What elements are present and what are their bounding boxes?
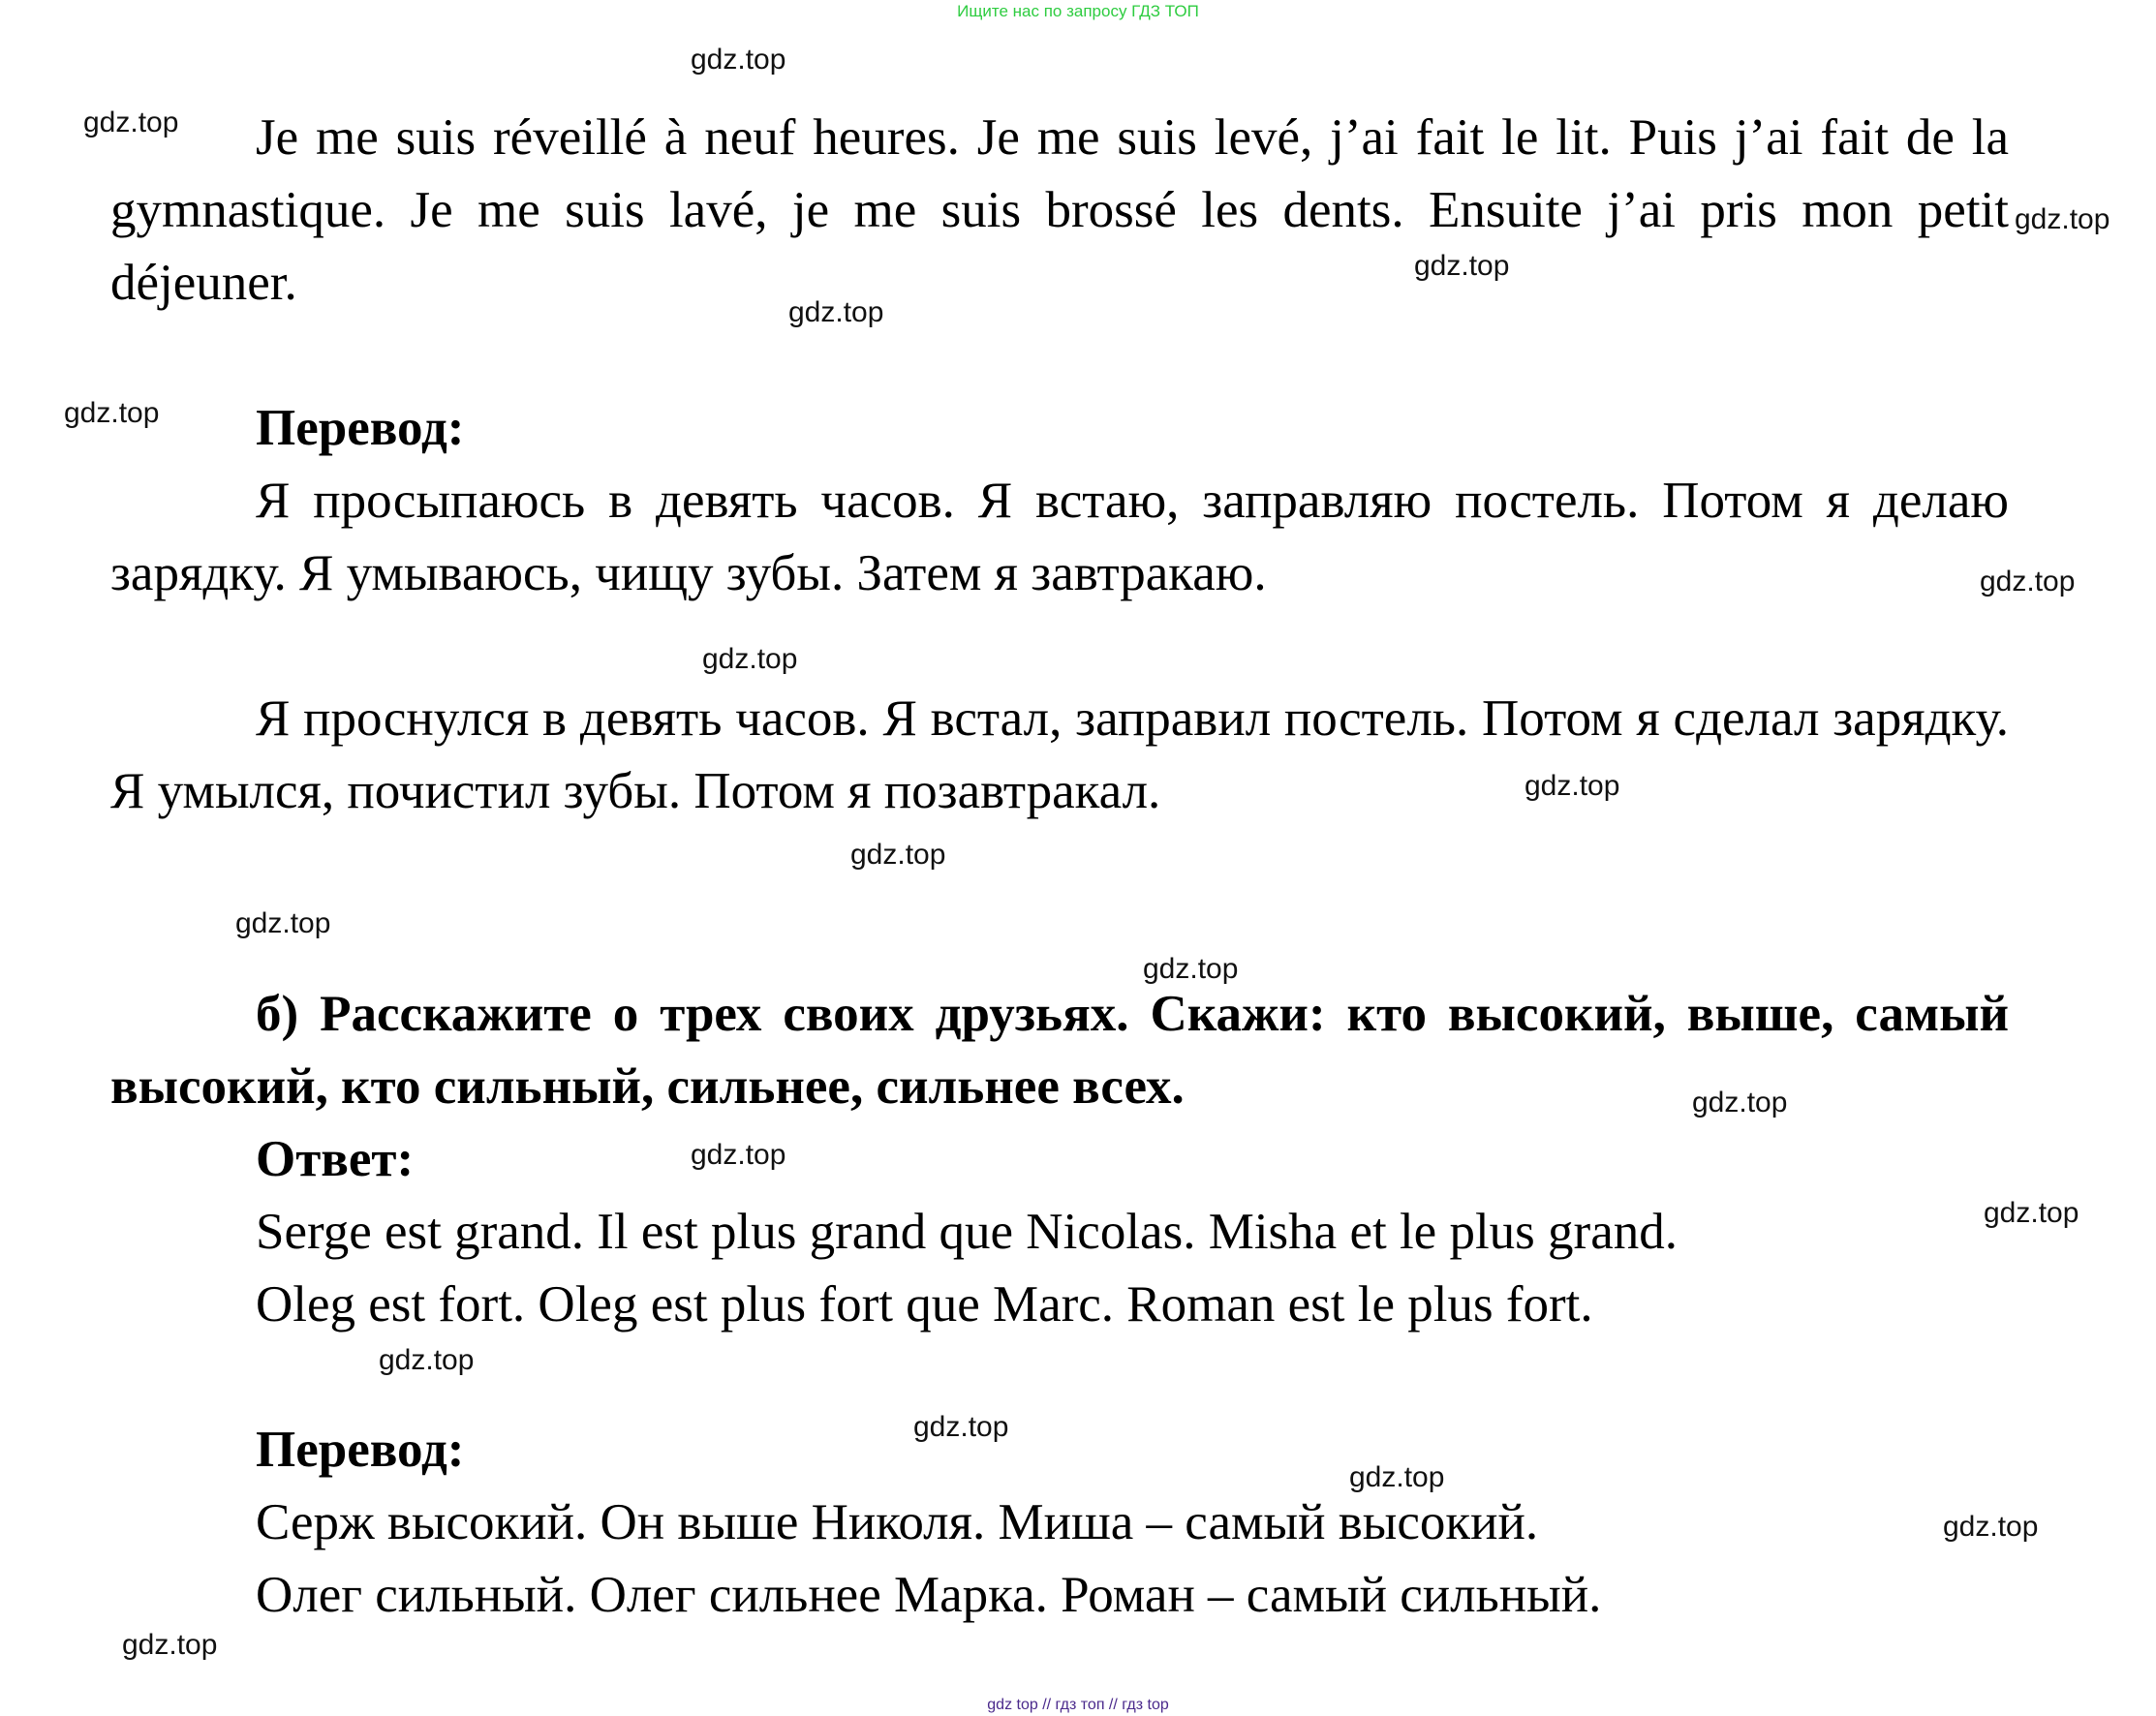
- watermark: gdz.top: [1980, 566, 2076, 598]
- footer-links[interactable]: gdz top // гдз топ // гдз top: [987, 1697, 1169, 1713]
- watermark: gdz.top: [64, 397, 160, 429]
- watermark: gdz.top: [691, 1139, 786, 1171]
- watermark: gdz.top: [1525, 770, 1620, 802]
- watermark: gdz.top: [850, 839, 946, 871]
- watermark: gdz.top: [235, 907, 331, 939]
- watermark: gdz.top: [1943, 1511, 2039, 1543]
- task-b-paragraph: б) Расскажите о трех своих друзьях. Скажи: кто высокий, выше, самый высокий, кто сильный, сильнее, сильнее всех.: [110, 986, 2009, 1115]
- watermark: gdz.top: [379, 1344, 475, 1376]
- translation-answer-line-2: Олег сильный. Олег сильнее Марка. Роман – самый сильный.: [256, 1567, 1602, 1623]
- watermark: gdz.top: [1349, 1461, 1445, 1493]
- watermark: gdz.top: [122, 1629, 218, 1661]
- answer-line-1: Serge est grand. Il est plus grand que Nicolas. Misha et le plus grand.: [256, 1204, 1678, 1260]
- translation-present-paragraph: Я просыпаюсь в девять часов. Я встаю, заправляю постель. Потом я делаю зарядку. Я умываюсь, чищу зубы. Затем я завтракаю.: [110, 473, 2009, 601]
- answer-heading: Ответ:: [256, 1131, 415, 1187]
- watermark: gdz.top: [83, 107, 179, 138]
- top-banner[interactable]: Ищите нас по запросу ГДЗ ТОП: [957, 2, 1199, 20]
- translation-heading-1: Перевод:: [256, 400, 465, 456]
- watermark: gdz.top: [1984, 1197, 2079, 1229]
- answer-line-2: Oleg est fort. Oleg est plus fort que Marc. Roman est le plus fort.: [256, 1276, 1593, 1333]
- translation-heading-2: Перевод:: [256, 1422, 465, 1478]
- translation-past-paragraph: Я проснулся в девять часов. Я встал, заправил постель. Потом я сделал зарядку. Я умылся, почистил зубы. Потом я позавтракал.: [110, 690, 2009, 819]
- watermark: gdz.top: [913, 1411, 1009, 1443]
- watermark: gdz.top: [691, 44, 786, 76]
- watermark: gdz.top: [702, 643, 798, 675]
- translation-answer-line-1: Серж высокий. Он выше Николя. Миша – самый высокий.: [256, 1494, 1539, 1550]
- watermark: gdz.top: [1143, 953, 1239, 985]
- watermark: gdz.top: [788, 296, 884, 328]
- watermark: gdz.top: [2015, 203, 2110, 235]
- watermark: gdz.top: [1414, 250, 1510, 282]
- french-story-paragraph: Je me suis réveillé à neuf heures. Je me suis levé, j’ai fait le lit. Puis j’ai fait de la gymnastique. Je me suis lavé, je me suis brossé les dents. Ensuite j’ai pris mon petit déjeuner.: [110, 109, 2009, 311]
- watermark: gdz.top: [1692, 1087, 1788, 1118]
